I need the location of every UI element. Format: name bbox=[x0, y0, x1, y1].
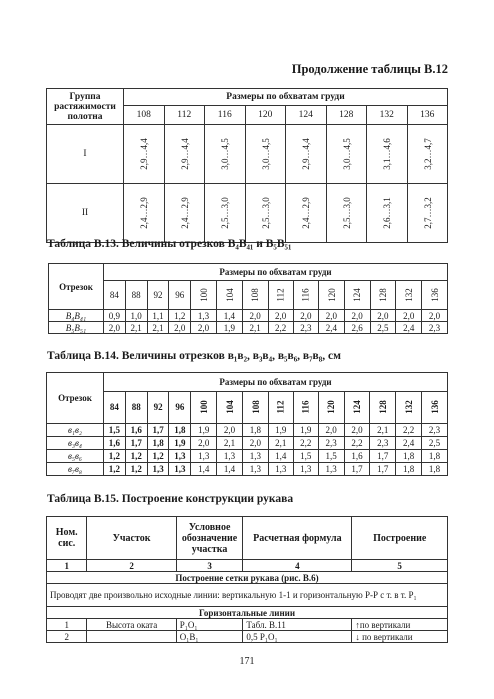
size-cell-text: 116 bbox=[300, 400, 311, 414]
value-cell: 2,0 bbox=[104, 322, 126, 334]
value-cell: 0,9 bbox=[104, 310, 126, 322]
value-cell: 1,8 bbox=[422, 463, 448, 476]
value-cell: 1,1 bbox=[147, 310, 169, 322]
value-cell: 2,3 bbox=[318, 437, 344, 450]
value-cell bbox=[407, 184, 448, 243]
sizes-row bbox=[47, 391, 448, 423]
value-cell bbox=[245, 184, 286, 243]
size-cell-text: 136 bbox=[429, 288, 440, 302]
value-cell: 2,6 bbox=[344, 322, 370, 334]
value-cell: 1,8 bbox=[396, 450, 422, 463]
column-number: 2 bbox=[87, 560, 176, 572]
group-cell: II bbox=[47, 184, 124, 243]
value-cell: 1,3 bbox=[242, 450, 268, 463]
sizes-header: Размеры по обхватам груди bbox=[104, 373, 448, 392]
data-row bbox=[47, 125, 448, 184]
size-cell bbox=[318, 281, 344, 310]
value-cell: 2,0 bbox=[344, 310, 370, 322]
group-header: Группа растяжимости полотна bbox=[47, 89, 124, 125]
column-number: 5 bbox=[352, 560, 448, 572]
value-cell: 2,3 bbox=[293, 322, 318, 334]
value-cell: 2,0 bbox=[191, 322, 217, 334]
value-cell bbox=[326, 125, 367, 184]
size-cell: 112 bbox=[164, 106, 205, 125]
value-cell bbox=[286, 125, 327, 184]
size-cell bbox=[242, 281, 268, 310]
size-cell-text: 116 bbox=[300, 288, 311, 302]
column-header: Участок bbox=[87, 517, 176, 560]
value-cell: 1,3 bbox=[242, 463, 268, 476]
size-cell: 136 bbox=[407, 106, 448, 125]
value-cell: 2,2 bbox=[344, 437, 370, 450]
build-cell: ↑по вертикали bbox=[352, 619, 448, 631]
value-cell: 1,8 bbox=[242, 424, 268, 437]
size-cell: 88 bbox=[125, 391, 147, 423]
column-header: Расчетная формула bbox=[243, 517, 352, 560]
value-cell: 1,9 bbox=[293, 424, 318, 437]
value-cell: 1,3 bbox=[169, 450, 191, 463]
value-cell: 2,0 bbox=[318, 310, 344, 322]
value-cell: 2,0 bbox=[191, 437, 217, 450]
value-cell: 1,7 bbox=[344, 463, 370, 476]
value-cell-text: 2,4…2,9 bbox=[179, 196, 190, 229]
segment-header: Отрезок bbox=[49, 264, 104, 310]
value-cell: 1,8 bbox=[169, 424, 191, 437]
column-header: Ном. сис. bbox=[47, 517, 87, 560]
page-number: 171 bbox=[239, 656, 255, 667]
sizes-row bbox=[49, 281, 448, 310]
value-cell-text: 3,0…4,5 bbox=[219, 137, 230, 170]
data-row bbox=[47, 184, 448, 243]
formula-cell: Табл. В.11 bbox=[243, 619, 352, 631]
value-cell-text: 2,7…3,2 bbox=[422, 196, 433, 229]
value-cell bbox=[367, 184, 408, 243]
segment-label: в₅в₆ bbox=[47, 450, 104, 463]
value-cell: 1,6 bbox=[125, 424, 147, 437]
value-cell bbox=[407, 125, 448, 184]
value-cell: 1,2 bbox=[104, 450, 126, 463]
table-v15 bbox=[46, 516, 448, 643]
value-cell: 2,0 bbox=[242, 310, 268, 322]
size-cell: 128 bbox=[326, 106, 367, 125]
segment-label: в₁в₂ bbox=[47, 424, 104, 437]
segment-label: в₃в₄ bbox=[47, 437, 104, 450]
value-cell-text: 2,9…4,4 bbox=[300, 137, 311, 170]
row-number: 2 bbox=[47, 631, 87, 643]
value-cell: 2,4 bbox=[396, 322, 422, 334]
symbol-cell: Р₁О₁ bbox=[176, 619, 243, 631]
size-cell: 92 bbox=[147, 281, 169, 310]
size-cell-text: 128 bbox=[377, 288, 388, 302]
part-cell bbox=[87, 631, 176, 643]
size-cell-text: 108 bbox=[250, 400, 261, 415]
value-cell bbox=[124, 184, 165, 243]
value-cell: 1,0 bbox=[125, 310, 147, 322]
caption-v13: Таблица В.13. Величины отрезков В₄В₄₁ и В₅В₅₁ bbox=[47, 238, 292, 250]
size-cell-text: 120 bbox=[326, 400, 337, 415]
segment-header: Отрезок bbox=[47, 373, 104, 424]
value-cell: 2,4 bbox=[318, 322, 344, 334]
value-cell: 2,0 bbox=[318, 424, 344, 437]
value-cell-text: 3,0…4,5 bbox=[341, 137, 352, 170]
header-row bbox=[47, 517, 448, 560]
size-cell-text: 120 bbox=[326, 288, 337, 302]
build-cell: ↓ по вертикали bbox=[352, 631, 448, 643]
data-row bbox=[47, 437, 448, 450]
column-header: Условное обозначение участка bbox=[176, 517, 243, 560]
value-cell bbox=[367, 125, 408, 184]
value-cell: 2,2 bbox=[268, 322, 293, 334]
note-text: Проводят две произвольно исходные линии: вертикальную 1-1 и горизонтальную Р-Р с т. в т. Р₁ bbox=[47, 584, 448, 607]
size-cell bbox=[191, 391, 217, 423]
value-cell: 2,1 bbox=[242, 322, 268, 334]
value-cell: 2,5 bbox=[422, 437, 448, 450]
size-cell bbox=[268, 281, 293, 310]
value-cell bbox=[164, 184, 205, 243]
size-cell bbox=[370, 281, 396, 310]
data-row bbox=[47, 463, 448, 476]
value-cell: 2,0 bbox=[169, 322, 191, 334]
size-cell: 84 bbox=[104, 281, 126, 310]
table-v14 bbox=[46, 372, 448, 476]
group-cell: I bbox=[47, 125, 124, 184]
size-cell bbox=[344, 391, 370, 423]
data-row bbox=[47, 450, 448, 463]
value-cell: 2,1 bbox=[268, 437, 293, 450]
table-v13 bbox=[48, 263, 448, 334]
size-cell-text: 104 bbox=[224, 288, 235, 302]
value-cell: 2,0 bbox=[370, 310, 396, 322]
size-cell bbox=[370, 391, 396, 423]
value-cell: 1,7 bbox=[147, 424, 169, 437]
size-cell-text: 132 bbox=[403, 288, 414, 302]
caption-v15: Таблица В.15. Построение конструкции рукава bbox=[47, 493, 294, 505]
size-cell: 108 bbox=[124, 106, 165, 125]
row-number: 1 bbox=[47, 619, 87, 631]
value-cell: 2,0 bbox=[217, 424, 243, 437]
symbol-cell: О₁В₁ bbox=[176, 631, 243, 643]
size-cell bbox=[217, 391, 243, 423]
value-cell-text: 2,5…3,0 bbox=[219, 196, 230, 229]
value-cell: 1,9 bbox=[268, 424, 293, 437]
sizes-header: Размеры по обхватам груди bbox=[104, 264, 448, 281]
value-cell: 1,4 bbox=[191, 463, 217, 476]
size-cell bbox=[318, 391, 344, 423]
section-title: Горизонтальные линии bbox=[47, 607, 448, 619]
value-cell: 2,3 bbox=[422, 424, 448, 437]
size-cell-text: 112 bbox=[275, 288, 286, 302]
value-cell: 2,0 bbox=[268, 310, 293, 322]
size-cell: 120 bbox=[245, 106, 286, 125]
size-cell bbox=[396, 281, 422, 310]
value-cell: 1,8 bbox=[147, 437, 169, 450]
value-cell bbox=[326, 184, 367, 243]
value-cell: 2,5 bbox=[370, 322, 396, 334]
data-row bbox=[49, 310, 448, 322]
value-cell: 1,3 bbox=[147, 463, 169, 476]
value-cell: 1,7 bbox=[370, 450, 396, 463]
continuation-title: Продолжение таблицы В.12 bbox=[291, 62, 448, 76]
value-cell: 2,3 bbox=[422, 322, 448, 334]
value-cell: 2,0 bbox=[242, 437, 268, 450]
value-cell-text: 2,4…2,9 bbox=[138, 196, 149, 229]
value-cell: 1,3 bbox=[191, 310, 217, 322]
value-cell: 1,3 bbox=[318, 463, 344, 476]
value-cell bbox=[245, 125, 286, 184]
size-cell-text: 124 bbox=[352, 288, 363, 302]
value-cell: 1,6 bbox=[104, 437, 126, 450]
value-cell-text: 3,2…4,7 bbox=[422, 137, 433, 170]
size-cell bbox=[293, 391, 318, 423]
value-cell: 1,5 bbox=[293, 450, 318, 463]
value-cell: 2,2 bbox=[293, 437, 318, 450]
value-cell: 2,1 bbox=[370, 424, 396, 437]
section-title: Построение сетки рукава (рис. В.6) bbox=[47, 572, 448, 584]
data-row bbox=[49, 322, 448, 334]
size-cell: 88 bbox=[125, 281, 147, 310]
value-cell: 1,9 bbox=[191, 424, 217, 437]
caption-v14: Таблица В.14. Величины отрезков в₁в₂, в₃в₄, в₅в₆, в₇в₈, см bbox=[47, 350, 341, 362]
size-cell: 124 bbox=[286, 106, 327, 125]
size-cell-text: 112 bbox=[275, 400, 286, 414]
value-cell bbox=[205, 184, 246, 243]
value-cell: 1,5 bbox=[318, 450, 344, 463]
table-row bbox=[47, 631, 448, 643]
size-cell: 96 bbox=[169, 391, 191, 423]
value-cell: 1,3 bbox=[217, 450, 243, 463]
value-cell: 1,5 bbox=[104, 424, 126, 437]
value-cell-text: 2,9…4,4 bbox=[179, 137, 190, 170]
size-cell-text: 124 bbox=[351, 400, 362, 415]
value-cell: 1,2 bbox=[125, 463, 147, 476]
value-cell: 1,3 bbox=[191, 450, 217, 463]
sizes-header: Размеры по обхватам груди bbox=[124, 89, 448, 106]
size-cell bbox=[216, 281, 242, 310]
value-cell-text: 2,5…3,0 bbox=[341, 196, 352, 229]
segment-label: В₄В₄₁ bbox=[49, 310, 104, 322]
size-cell: 96 bbox=[169, 281, 191, 310]
size-cell bbox=[422, 281, 448, 310]
table-row bbox=[47, 619, 448, 631]
value-cell: 1,2 bbox=[169, 310, 191, 322]
size-cell-text: 104 bbox=[224, 400, 235, 415]
value-cell: 1,4 bbox=[268, 450, 293, 463]
value-cell bbox=[205, 125, 246, 184]
table-v12 bbox=[46, 88, 448, 243]
part-cell: Высота оката bbox=[87, 619, 176, 631]
value-cell: 2,0 bbox=[293, 310, 318, 322]
number-row bbox=[47, 560, 448, 572]
value-cell-text: 2,5…3,0 bbox=[260, 196, 271, 229]
value-cell: 1,3 bbox=[169, 463, 191, 476]
size-cell-text: 100 bbox=[198, 288, 209, 302]
size-cell-text: 136 bbox=[429, 400, 440, 415]
value-cell bbox=[124, 125, 165, 184]
size-cell-text: 100 bbox=[198, 400, 209, 415]
value-cell-text: 2,6…3,1 bbox=[381, 196, 392, 229]
segment-label: В₅В₅₁ bbox=[49, 322, 104, 334]
value-cell: 1,8 bbox=[396, 463, 422, 476]
value-cell: 2,0 bbox=[344, 424, 370, 437]
value-cell: 2,1 bbox=[147, 322, 169, 334]
size-cell-text: 132 bbox=[403, 400, 414, 415]
value-cell: 2,1 bbox=[125, 322, 147, 334]
value-cell: 1,2 bbox=[147, 450, 169, 463]
value-cell: 2,2 bbox=[396, 424, 422, 437]
size-cell bbox=[268, 391, 293, 423]
value-cell bbox=[286, 184, 327, 243]
data-row bbox=[47, 424, 448, 437]
value-cell: 2,0 bbox=[396, 310, 422, 322]
formula-cell: 0,5 Р₁О₁ bbox=[243, 631, 352, 643]
value-cell: 2,4 bbox=[396, 437, 422, 450]
value-cell: 1,3 bbox=[293, 463, 318, 476]
size-cell: 92 bbox=[147, 391, 169, 423]
value-cell: 2,0 bbox=[422, 310, 448, 322]
size-cell-text: 108 bbox=[250, 288, 261, 302]
size-cell bbox=[191, 281, 217, 310]
column-number: 1 bbox=[47, 560, 87, 572]
size-cell bbox=[293, 281, 318, 310]
size-cell bbox=[422, 391, 448, 423]
size-cell: 132 bbox=[367, 106, 408, 125]
value-cell: 2,1 bbox=[217, 437, 243, 450]
size-cell: 84 bbox=[104, 391, 126, 423]
size-cell: 116 bbox=[205, 106, 246, 125]
value-cell: 1,6 bbox=[344, 450, 370, 463]
column-number: 4 bbox=[243, 560, 352, 572]
value-cell: 1,7 bbox=[125, 437, 147, 450]
value-cell-text: 3,1…4,6 bbox=[381, 137, 392, 170]
value-cell: 1,9 bbox=[216, 322, 242, 334]
value-cell: 1,8 bbox=[422, 450, 448, 463]
value-cell: 2,3 bbox=[370, 437, 396, 450]
value-cell-text: 2,4…2,9 bbox=[300, 196, 311, 229]
value-cell: 1,4 bbox=[216, 310, 242, 322]
size-cell bbox=[396, 391, 422, 423]
value-cell: 1,3 bbox=[268, 463, 293, 476]
size-cell bbox=[242, 391, 268, 423]
size-cell-text: 128 bbox=[377, 400, 388, 415]
column-header: Построение bbox=[352, 517, 448, 560]
value-cell: 1,2 bbox=[104, 463, 126, 476]
value-cell: 1,7 bbox=[370, 463, 396, 476]
column-number: 3 bbox=[176, 560, 243, 572]
segment-label: в₇в₈ bbox=[47, 463, 104, 476]
value-cell bbox=[164, 125, 205, 184]
value-cell-text: 2,9…4,4 bbox=[138, 137, 149, 170]
value-cell: 1,2 bbox=[125, 450, 147, 463]
value-cell-text: 3,0…4,5 bbox=[260, 137, 271, 170]
value-cell: 1,4 bbox=[217, 463, 243, 476]
size-cell bbox=[344, 281, 370, 310]
value-cell: 1,9 bbox=[169, 437, 191, 450]
